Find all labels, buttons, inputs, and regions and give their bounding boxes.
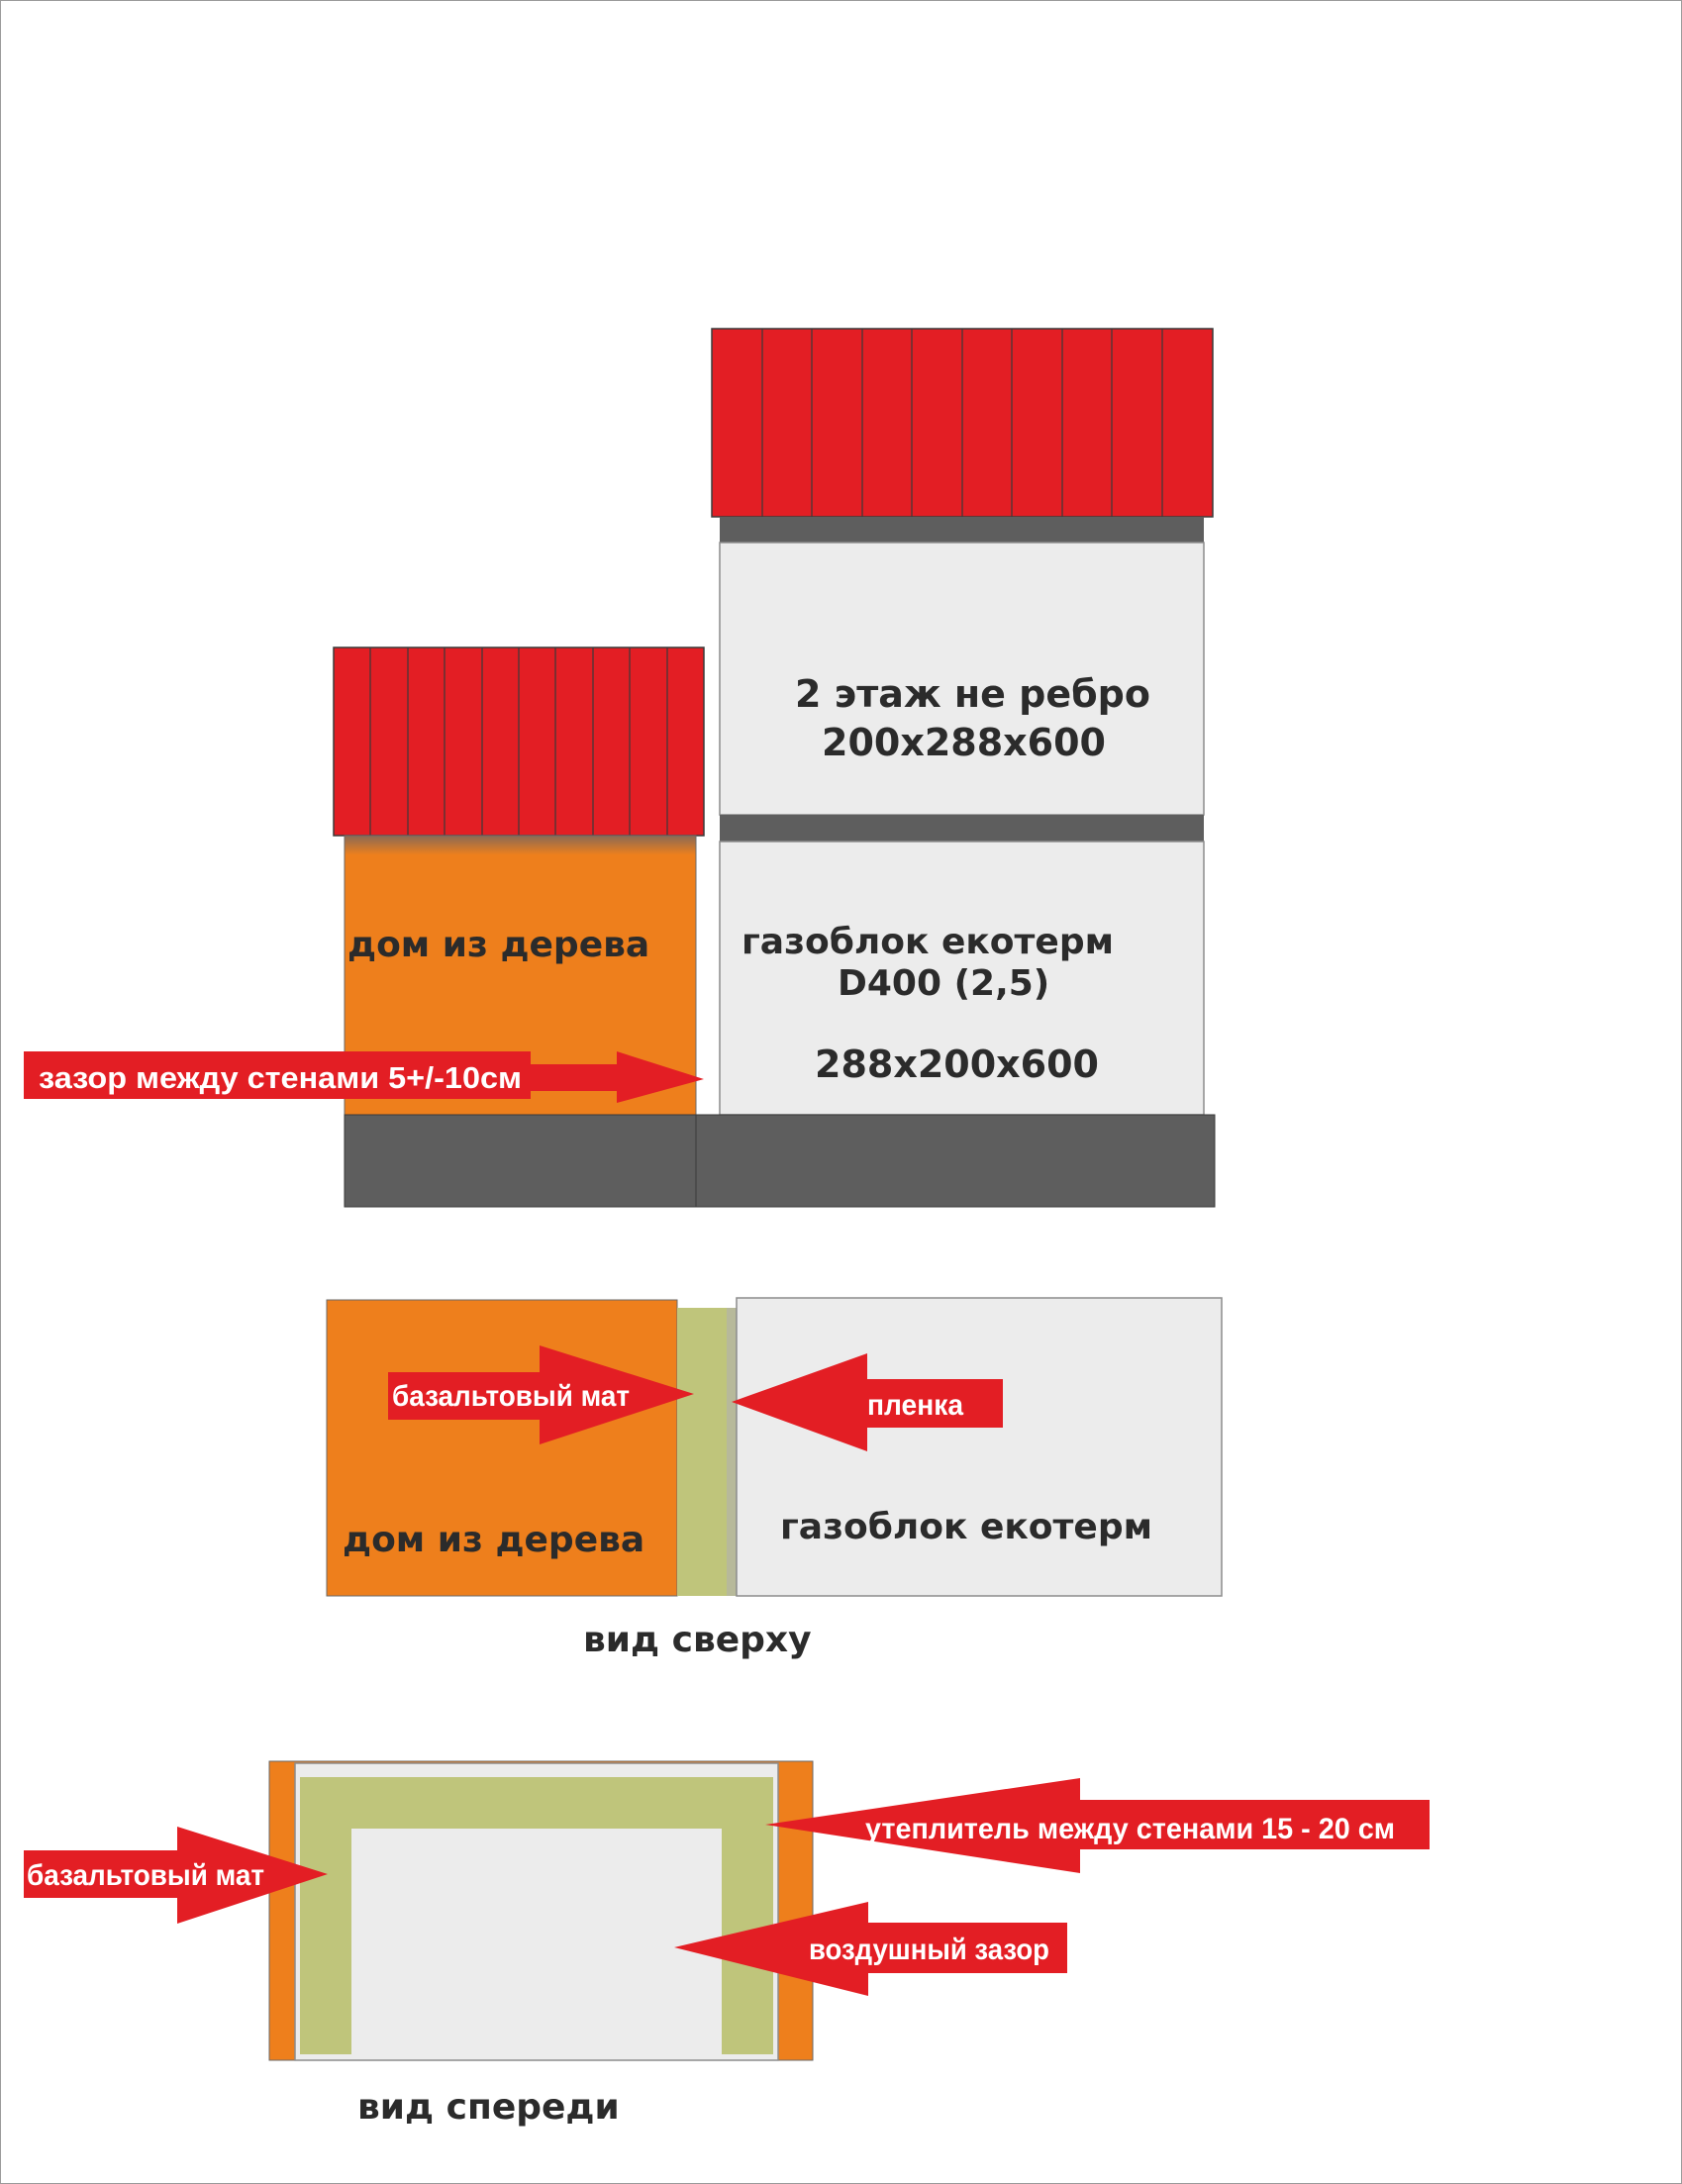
- block-foundation: [696, 1115, 1215, 1207]
- short-roof: [334, 647, 704, 836]
- front-insulation-top: [300, 1777, 773, 1829]
- tall-roof-slab: [720, 517, 1204, 543]
- front-basalt-text: базальтовый мат: [27, 1859, 264, 1892]
- top-wood-label: дом из дерева: [343, 1520, 645, 1560]
- side-view: [24, 329, 1215, 1207]
- top-insulation: [677, 1308, 727, 1596]
- diagram-svg: [1, 1, 1681, 2183]
- tall-roof: [712, 329, 1213, 517]
- floor-slab: [720, 815, 1204, 842]
- insulation-callout-text: утеплитель между стенами 15 - 20 см: [865, 1813, 1395, 1845]
- front-view: [24, 1761, 1430, 2128]
- top-gas-block: [737, 1298, 1222, 1596]
- wood-house-label: дом из дерева: [347, 925, 650, 965]
- gas-block-label: газоблок екотерм: [742, 922, 1115, 962]
- top-view-caption: вид сверху: [583, 1620, 812, 1660]
- front-insulation-right: [722, 1777, 773, 2054]
- top-view: [327, 1298, 1222, 1660]
- top-basalt-text: базальтовый мат: [392, 1380, 630, 1413]
- top-film: [727, 1308, 737, 1596]
- gas-block-grade: D400 (2,5): [838, 963, 1050, 1004]
- top-gas-label: газоблок екотерм: [780, 1507, 1153, 1547]
- gas-block-size: 288x200x600: [815, 1042, 1099, 1086]
- air-gap-callout-text: воздушный зазор: [809, 1934, 1049, 1966]
- front-insulation-left: [300, 1777, 351, 2054]
- insulation-callout: [765, 1778, 1430, 1873]
- gap-callout-text: зазор между стенами 5+/-10см: [39, 1060, 522, 1095]
- floor2-size: 200x288x600: [822, 721, 1106, 764]
- front-view-caption: вид спереди: [357, 2087, 620, 2128]
- floor2-label: 2 этаж не ребро: [795, 672, 1150, 716]
- wood-foundation: [345, 1115, 696, 1207]
- top-film-text: пленка: [867, 1389, 964, 1422]
